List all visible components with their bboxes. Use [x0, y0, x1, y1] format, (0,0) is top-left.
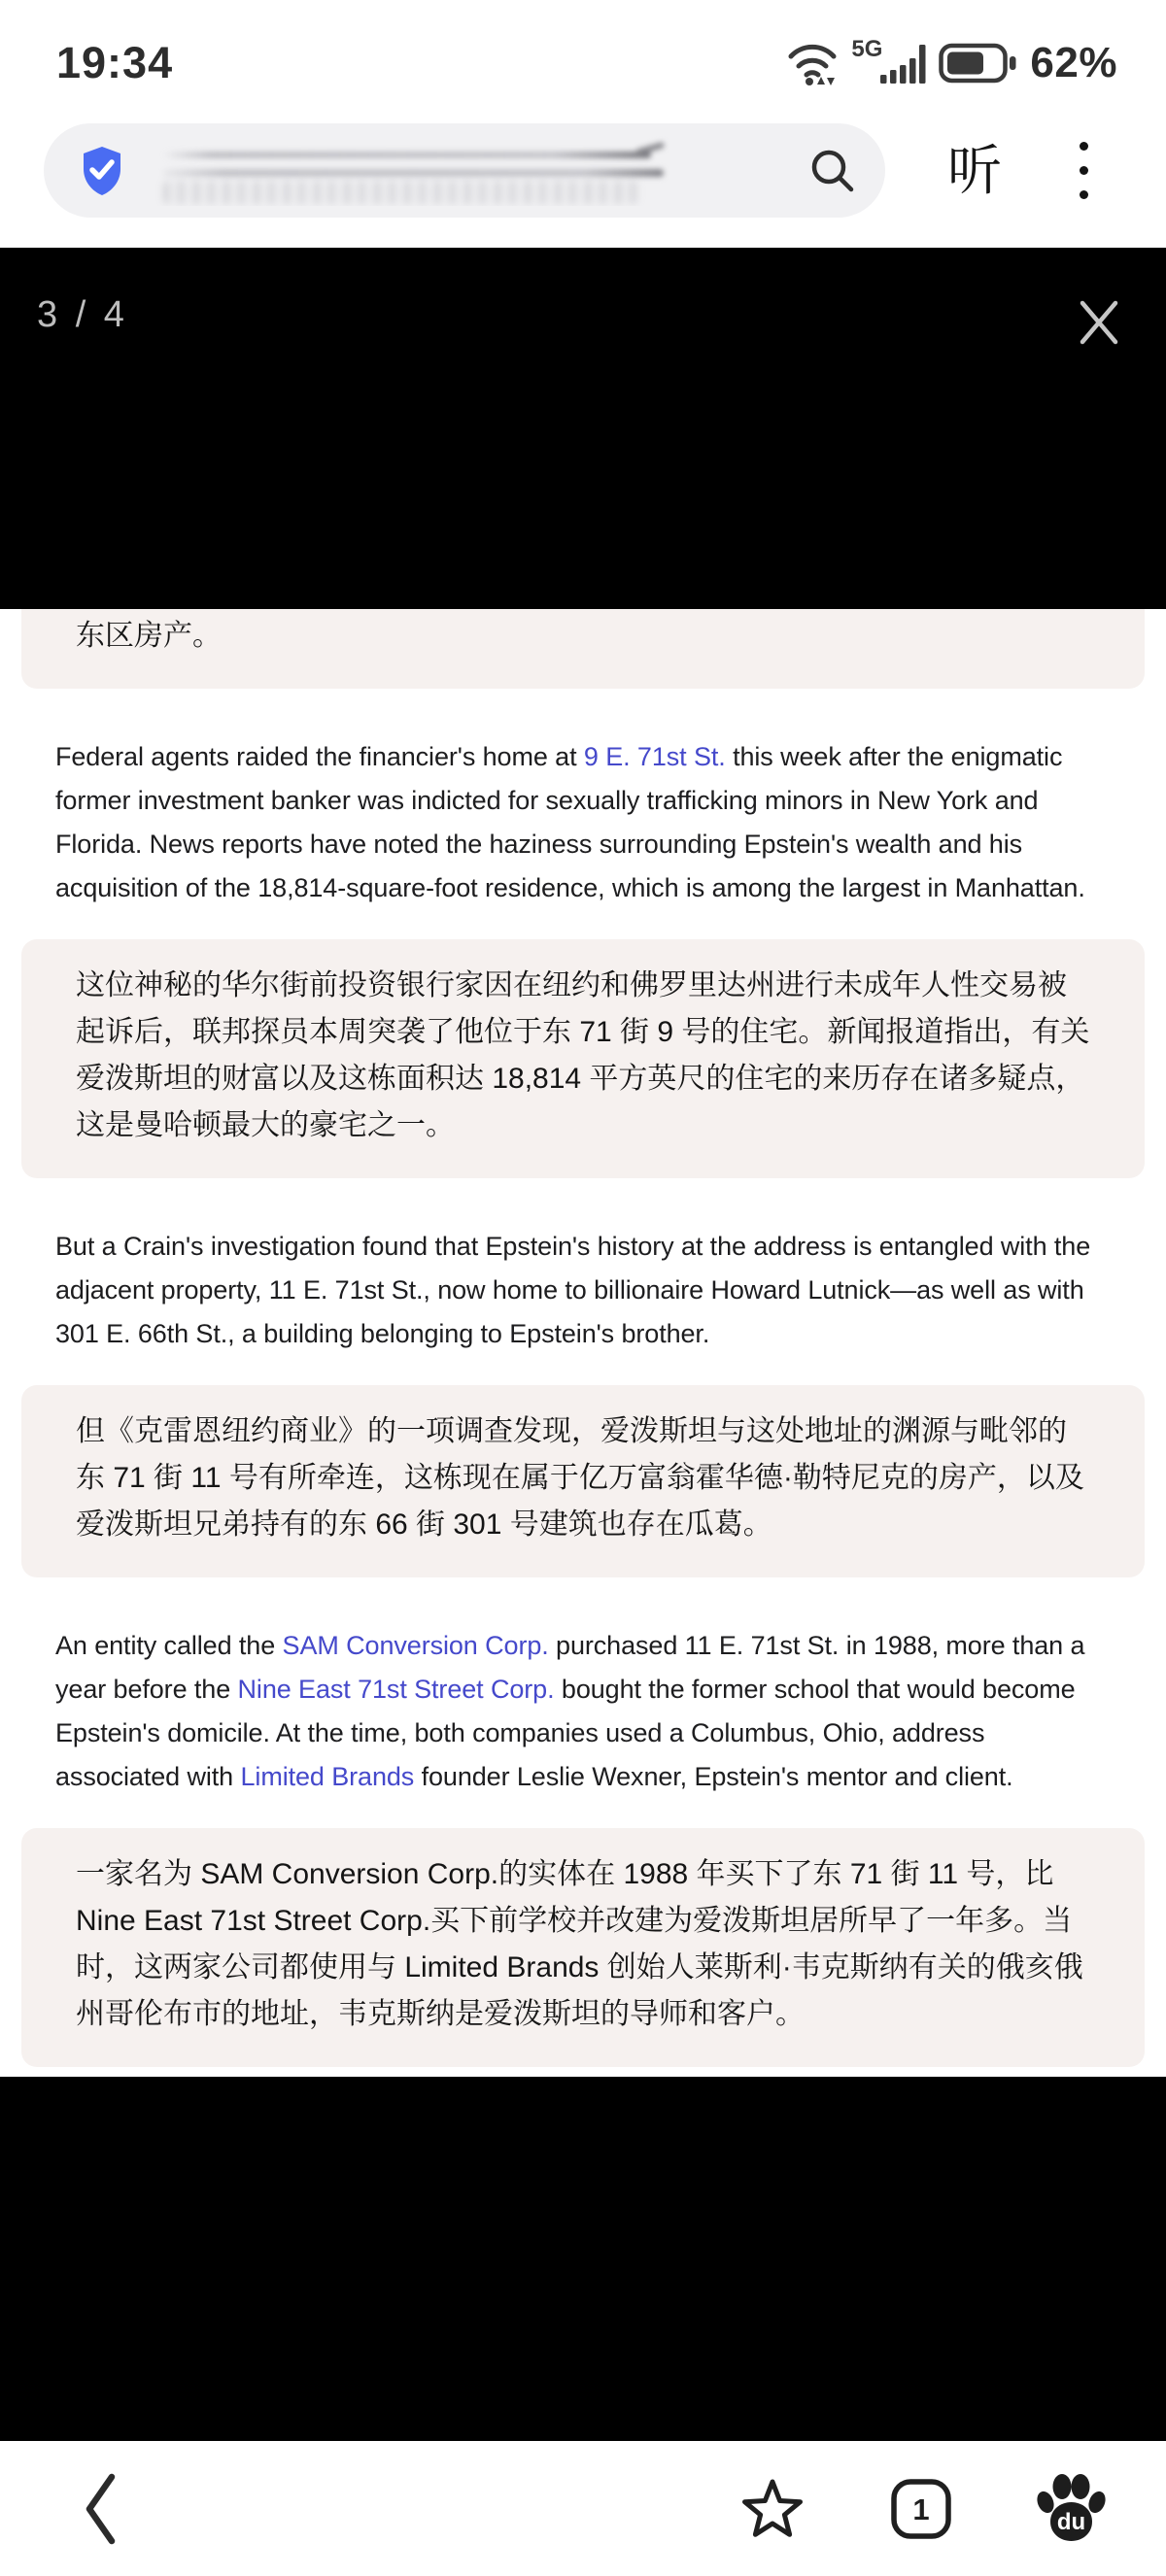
article-link[interactable]: 9 E. 71st St.: [583, 742, 726, 771]
status-icons: [785, 38, 1117, 88]
bottom-nav: [0, 2441, 1166, 2576]
secure-shield-icon: [79, 145, 125, 197]
back-button[interactable]: [80, 2471, 120, 2547]
browser-toolbar: [0, 109, 1166, 248]
article-paragraph-en: But a Crain's investigation found that Epstein's history at the address is entangled with the adjacent property, 11 E. 71st St., now home to billionaire Howard Lutnick—as well as with 301 E. 66th St., a building belonging to Epstein's brother.: [55, 1232, 1091, 1348]
battery-icon: [939, 43, 1018, 84]
image-viewer-bottom: [0, 2077, 1166, 2441]
listen-button[interactable]: 听: [947, 139, 1002, 201]
search-icon[interactable]: [807, 146, 858, 196]
article-paragraph-en: An entity called the SAM Conversion Corp. purchased 11 E. 71st St. in 1988, more than a year before the Nine East 71st Street Corp. bought the former school that would become Epstein's domicile. At the time, both companies used a Columbus, Ohio, address associated with Limited Brands founder Leslie Wexner, Epstein's mentor and client.: [55, 1631, 1085, 1791]
close-icon[interactable]: [1069, 292, 1129, 353]
translation-block-cn-tail: 东区房产。: [21, 609, 1145, 689]
bottom-nav-right: [738, 2472, 1106, 2546]
tabs-button[interactable]: [890, 2478, 952, 2540]
article-paragraph-en: Federal agents raided the financier's home at 9 E. 71st St. this week after the enigmatic former investment banker was indicted for sexually trafficking minors in New York and Florida. News reports have noted the haziness surrounding Epstein's wealth and his acquisition of the 18,814-square-foot residence, which is among the largest in Manhattan.: [55, 742, 1085, 902]
article-link[interactable]: Limited Brands: [240, 1762, 415, 1791]
tab-count: 1: [912, 2491, 930, 2526]
article-blocks: [0, 735, 1166, 2067]
translation-text: 但《克雷恩纽约商业》的一项调查发现，爱泼斯坦与这处地址的渊源与毗邻的东 71 街 11 号有所牵连，这栋现在属于亿万富翁霍华德·勒特尼克的房产，以及爱泼斯坦兄弟持有的东 66 街 301 号建筑也存在瓜葛。: [76, 1415, 1084, 1541]
translation-text: 这位神秘的华尔街前投资银行家因在纽约和佛罗里达州进行未成年人性交易被起诉后，联邦探员本周突袭了他位于东 71 街 9 号的住宅。新闻报道指出，有关爱泼斯坦的财富以及这栋面积达 18,814 平方英尺的住宅的来历存在诸多疑点，这是曼哈顿最大的豪宅之一。: [76, 969, 1090, 1141]
translation-block-cn: [21, 1828, 1145, 2067]
battery-percent: 62%: [1030, 39, 1117, 86]
article-link[interactable]: SAM Conversion Corp.: [282, 1631, 549, 1660]
image-viewer-top: [0, 248, 1166, 609]
translation-text: 一家名为 SAM Conversion Corp.的实体在 1988 年买下了东 71 街 11 号，比 Nine East 71st Street Corp.买下前学校并改建为爱泼斯坦居所早了一年多。当时，这两家公司都使用与 Limited Brands 创始人莱斯利·韦克斯纳有关的俄亥俄州哥伦布市的地址，韦克斯纳是爱泼斯坦的导师和客户。: [76, 1858, 1083, 2030]
svg-text:du: du: [1056, 2508, 1086, 2535]
address-bar[interactable]: [44, 123, 885, 218]
status-time: 19:34: [56, 38, 174, 87]
signal-5g-icon: 5G: [851, 39, 927, 87]
page-indicator: 3 / 4: [37, 294, 128, 335]
translation-block-cn: [21, 939, 1145, 1178]
article-content: [0, 609, 1166, 2077]
article-link[interactable]: Nine East 71st Street Corp.: [237, 1675, 555, 1704]
status-bar: [0, 0, 1166, 109]
bookmark-star-button[interactable]: [738, 2476, 806, 2542]
blurred-url-text: [151, 136, 792, 206]
menu-button[interactable]: [1074, 136, 1094, 205]
baidu-home-button[interactable]: [1036, 2472, 1106, 2546]
wifi-icon: [785, 38, 840, 88]
translation-block-cn: [21, 1385, 1145, 1577]
